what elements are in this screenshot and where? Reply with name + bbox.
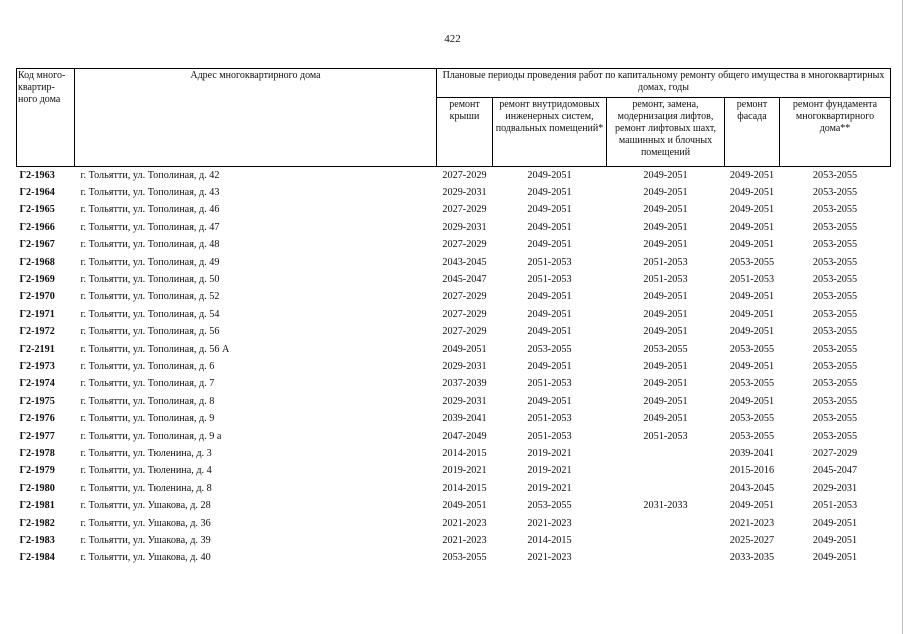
header-foundation: ремонт фундамента многоквартирного дома** (780, 98, 891, 167)
cell-lifts: 2049-2051 (643, 204, 688, 216)
table-row (17, 219, 891, 236)
cell-facade: 2049-2051 (729, 239, 775, 251)
cell-found: 2049-2051 (812, 517, 858, 529)
cell-code: Г2-1981 (19, 500, 55, 512)
cell-found: 2053-2055 (812, 308, 858, 320)
cell-code: Г2-1972 (19, 326, 55, 338)
cell-facade: 2049-2051 (729, 187, 775, 199)
cell-roof: 2021-2023 (442, 517, 487, 529)
cell-facade: 2039-2041 (729, 447, 775, 459)
cell-facade: 2043-2045 (729, 482, 775, 494)
cell-code: Г2-1975 (19, 395, 55, 407)
cell-lifts: 2049-2051 (643, 221, 688, 233)
cell-facade: 2049-2051 (729, 326, 775, 338)
cell-code: Г2-1964 (19, 187, 55, 199)
cell-facade: 2049-2051 (729, 500, 775, 512)
cell-lifts (607, 480, 725, 497)
cell-eng: 2051-2053 (527, 256, 572, 268)
cell-eng: 2019-2021 (527, 482, 572, 494)
cell-code: Г2-1974 (19, 378, 55, 390)
table-row (17, 202, 891, 219)
cell-lifts: 2049-2051 (643, 413, 688, 425)
cell-address: г. Тольятти, ул. Тополиная, д. 46 (80, 204, 220, 216)
cell-facade: 2049-2051 (729, 395, 775, 407)
table-row (17, 341, 891, 358)
cell-address: г. Тольятти, ул. Тополиная, д. 8 (80, 395, 215, 407)
cell-found: 2049-2051 (812, 552, 858, 564)
cell-eng: 2049-2051 (527, 308, 572, 320)
cell-roof: 2027-2029 (442, 204, 487, 216)
cell-code: Г2-1979 (19, 465, 55, 477)
cell-lifts: 2031-2033 (643, 500, 688, 512)
cell-address: г. Тольятти, ул. Тюленина, д. 3 (80, 447, 212, 459)
cell-facade: 2049-2051 (729, 204, 775, 216)
cell-eng: 2049-2051 (527, 291, 572, 303)
table-body (17, 167, 891, 567)
table-row (17, 289, 891, 306)
cell-code: Г2-1976 (19, 413, 55, 425)
cell-facade: 2049-2051 (729, 308, 775, 320)
cell-lifts: 2049-2051 (643, 395, 688, 407)
cell-code: Г2-1970 (19, 291, 55, 303)
header-lifts: ремонт, замена, модернизация лифтов, ремонт лифтовых шахт, машинных и блочных помещений (607, 98, 725, 167)
cell-address: г. Тольятти, ул. Ушакова, д. 36 (80, 517, 211, 529)
cell-roof: 2049-2051 (442, 500, 487, 512)
cell-roof: 2047-2049 (442, 430, 487, 442)
cell-eng: 2049-2051 (527, 221, 572, 233)
cell-roof: 2027-2029 (442, 326, 487, 338)
cell-facade: 2021-2023 (729, 517, 775, 529)
cell-facade: 2033-2035 (729, 552, 775, 564)
cell-lifts: 2049-2051 (643, 326, 688, 338)
table-row (17, 254, 891, 271)
cell-facade: 2025-2027 (729, 534, 775, 546)
table-row (17, 480, 891, 497)
cell-found: 2053-2055 (812, 395, 858, 407)
cell-eng: 2019-2021 (527, 447, 572, 459)
cell-eng: 2049-2051 (527, 326, 572, 338)
cell-roof: 2027-2029 (442, 291, 487, 303)
cell-facade: 2053-2055 (729, 378, 775, 390)
cell-roof: 2021-2023 (442, 534, 487, 546)
cell-facade: 2049-2051 (729, 169, 775, 181)
cell-address: г. Тольятти, ул. Тополиная, д. 6 (80, 360, 215, 372)
header-facade: ремонт фасада (725, 98, 780, 167)
cell-roof: 2039-2041 (442, 413, 487, 425)
cell-code: Г2-1984 (19, 552, 55, 564)
cell-eng: 2051-2053 (527, 430, 572, 442)
cell-lifts (607, 550, 725, 567)
cell-address: г. Тольятти, ул. Ушакова, д. 28 (80, 500, 211, 512)
cell-lifts: 2051-2053 (643, 256, 688, 268)
scan-edge-line (902, 0, 903, 634)
cell-found: 2051-2053 (812, 500, 858, 512)
cell-found: 2045-2047 (812, 465, 858, 477)
table-row (17, 532, 891, 549)
cell-found: 2053-2055 (812, 169, 858, 181)
cell-code: Г2-1973 (19, 360, 55, 372)
cell-address: г. Тольятти, ул. Тополиная, д. 50 (80, 274, 220, 286)
cell-roof: 2014-2015 (442, 447, 487, 459)
cell-facade: 2051-2053 (729, 274, 775, 286)
cell-code: Г2-1978 (19, 447, 55, 459)
cell-facade: 2049-2051 (729, 221, 775, 233)
cell-eng: 2021-2023 (527, 517, 572, 529)
table-row (17, 428, 891, 445)
cell-roof: 2037-2039 (442, 378, 487, 390)
cell-found: 2053-2055 (812, 274, 858, 286)
cell-eng: 2014-2015 (527, 534, 572, 546)
cell-address: г. Тольятти, ул. Тополиная, д. 56 А (80, 343, 230, 355)
cell-roof: 2029-2031 (442, 187, 487, 199)
cell-roof: 2049-2051 (442, 343, 487, 355)
table-row (17, 515, 891, 532)
cell-lifts (607, 463, 725, 480)
cell-eng: 2053-2055 (527, 500, 572, 512)
cell-found: 2053-2055 (812, 378, 858, 390)
cell-address: г. Тольятти, ул. Тополиная, д. 52 (80, 291, 220, 303)
cell-found: 2053-2055 (812, 204, 858, 216)
cell-facade: 2015-2016 (729, 465, 775, 477)
cell-code: Г2-1982 (19, 517, 55, 529)
cell-eng: 2049-2051 (527, 204, 572, 216)
cell-found: 2053-2055 (812, 291, 858, 303)
cell-address: г. Тольятти, ул. Тополиная, д. 7 (80, 378, 215, 390)
cell-found: 2053-2055 (812, 430, 858, 442)
cell-eng: 2049-2051 (527, 187, 572, 199)
cell-address: г. Тольятти, ул. Тюленина, д. 8 (80, 482, 212, 494)
cell-eng: 2051-2053 (527, 378, 572, 390)
header-roof: ремонт крыши (437, 98, 493, 167)
table-row (17, 167, 891, 185)
cell-code: Г2-1967 (19, 239, 55, 251)
table-row (17, 324, 891, 341)
cell-code: Г2-1980 (19, 482, 55, 494)
cell-found: 2029-2031 (812, 482, 858, 494)
cell-code: Г2-2191 (19, 343, 55, 355)
cell-address: г. Тольятти, ул. Ушакова, д. 39 (80, 534, 211, 546)
cell-address: г. Тольятти, ул. Тополиная, д. 54 (80, 308, 220, 320)
cell-roof: 2019-2021 (442, 465, 487, 477)
cell-lifts: 2049-2051 (643, 378, 688, 390)
cell-address: г. Тольятти, ул. Тополиная, д. 9 а (80, 430, 222, 442)
table-row (17, 376, 891, 393)
cell-roof: 2027-2029 (442, 239, 487, 251)
cell-lifts: 2049-2051 (643, 169, 688, 181)
cell-code: Г2-1983 (19, 534, 55, 546)
table-row (17, 550, 891, 567)
table-row (17, 306, 891, 323)
cell-roof: 2029-2031 (442, 395, 487, 407)
cell-code: Г2-1965 (19, 204, 55, 216)
header-engineering: ремонт внутридомовых инженерных систем, подвальных помещений* (493, 98, 607, 167)
cell-found: 2053-2055 (812, 221, 858, 233)
table-row (17, 445, 891, 462)
repair-schedule-table (16, 68, 891, 567)
cell-lifts (607, 445, 725, 462)
cell-code: Г2-1968 (19, 256, 55, 268)
table-row (17, 237, 891, 254)
cell-lifts: 2049-2051 (643, 308, 688, 320)
cell-found: 2053-2055 (812, 343, 858, 355)
cell-address: г. Тольятти, ул. Тополиная, д. 9 (80, 413, 215, 425)
cell-lifts: 2051-2053 (643, 430, 688, 442)
cell-facade: 2053-2055 (729, 343, 775, 355)
cell-lifts (607, 515, 725, 532)
cell-roof: 2043-2045 (442, 256, 487, 268)
cell-found: 2053-2055 (812, 187, 858, 199)
table-row (17, 393, 891, 410)
cell-eng: 2049-2051 (527, 395, 572, 407)
cell-facade: 2049-2051 (729, 360, 775, 372)
cell-roof: 2014-2015 (442, 482, 487, 494)
cell-code: Г2-1971 (19, 308, 55, 320)
cell-lifts: 2049-2051 (643, 187, 688, 199)
cell-facade: 2053-2055 (729, 430, 775, 442)
header-address: Адрес многоквартирного дома (75, 69, 437, 167)
cell-found: 2053-2055 (812, 360, 858, 372)
cell-eng: 2051-2053 (527, 413, 572, 425)
table-row (17, 497, 891, 514)
cell-lifts (607, 532, 725, 549)
cell-code: Г2-1966 (19, 221, 55, 233)
cell-lifts: 2049-2051 (643, 291, 688, 303)
cell-found: 2053-2055 (812, 256, 858, 268)
cell-found: 2053-2055 (812, 326, 858, 338)
cell-eng: 2049-2051 (527, 239, 572, 251)
cell-code: Г2-1963 (19, 169, 55, 181)
header-periods: Плановые периоды проведения работ по капитальному ремонту общего имущества в многоквартирных домах, годы (437, 69, 891, 98)
cell-eng: 2019-2021 (527, 465, 572, 477)
cell-roof: 2029-2031 (442, 360, 487, 372)
cell-found: 2053-2055 (812, 413, 858, 425)
cell-roof: 2029-2031 (442, 221, 487, 233)
cell-found: 2027-2029 (812, 447, 858, 459)
cell-lifts: 2053-2055 (643, 343, 688, 355)
cell-roof: 2045-2047 (442, 274, 487, 286)
table-row (17, 184, 891, 201)
cell-code: Г2-1977 (19, 430, 55, 442)
cell-eng: 2049-2051 (527, 169, 572, 181)
cell-eng: 2053-2055 (527, 343, 572, 355)
cell-lifts: 2051-2053 (643, 274, 688, 286)
cell-facade: 2049-2051 (729, 291, 775, 303)
cell-eng: 2051-2053 (527, 274, 572, 286)
cell-found: 2053-2055 (812, 239, 858, 251)
cell-address: г. Тольятти, ул. Тюленина, д. 4 (80, 465, 212, 477)
cell-roof: 2027-2029 (442, 169, 487, 181)
table-row (17, 463, 891, 480)
table-row (17, 358, 891, 375)
cell-address: г. Тольятти, ул. Тополиная, д. 43 (80, 187, 220, 199)
cell-eng: 2049-2051 (527, 360, 572, 372)
cell-address: г. Тольятти, ул. Тополиная, д. 48 (80, 239, 220, 251)
cell-address: г. Тольятти, ул. Ушакова, д. 40 (80, 552, 211, 564)
table-row (17, 271, 891, 288)
table-row (17, 410, 891, 427)
cell-eng: 2021-2023 (527, 552, 572, 564)
cell-facade: 2053-2055 (729, 413, 775, 425)
cell-address: г. Тольятти, ул. Тополиная, д. 42 (80, 169, 220, 181)
header-code: Код много-квартир-ного дома (17, 69, 75, 167)
cell-address: г. Тольятти, ул. Тополиная, д. 47 (80, 221, 220, 233)
cell-lifts: 2049-2051 (643, 360, 688, 372)
cell-address: г. Тольятти, ул. Тополиная, д. 56 (80, 326, 220, 338)
cell-roof: 2053-2055 (442, 552, 487, 564)
cell-found: 2049-2051 (812, 534, 858, 546)
cell-code: Г2-1969 (19, 274, 55, 286)
cell-address: г. Тольятти, ул. Тополиная, д. 49 (80, 256, 220, 268)
cell-roof: 2027-2029 (442, 308, 487, 320)
cell-lifts: 2049-2051 (643, 239, 688, 251)
cell-facade: 2053-2055 (729, 256, 775, 268)
page-number: 422 (444, 33, 461, 45)
